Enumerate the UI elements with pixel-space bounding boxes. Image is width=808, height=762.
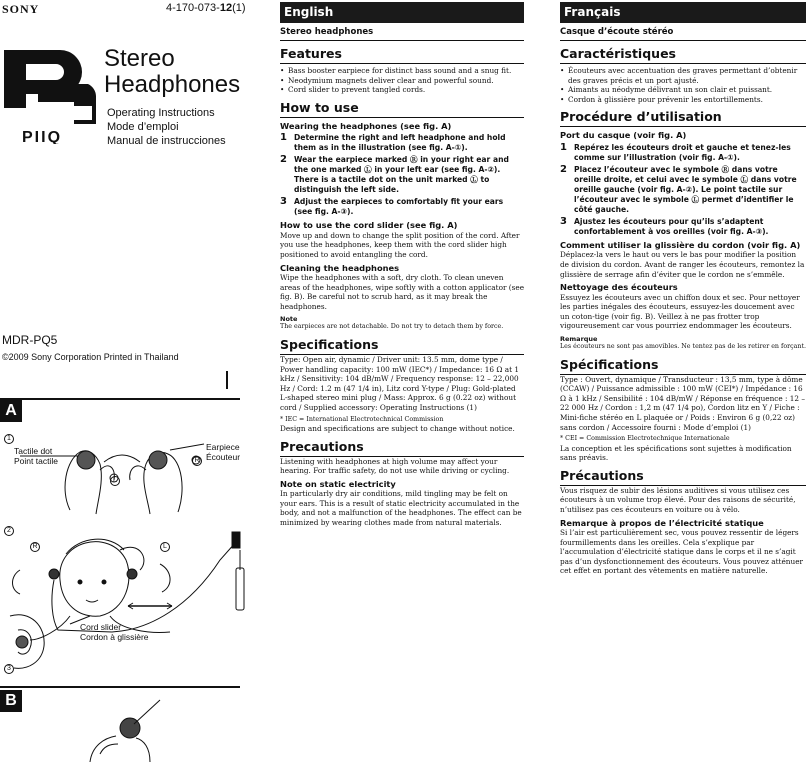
note-title: Remarque <box>560 335 598 344</box>
section-title-features: Caractéristiques <box>560 46 806 64</box>
footnote: * CEI = Commission Electrotechnique Internationale <box>560 435 730 443</box>
list-item: • Aimants au néodyme délivrant un son clair et puissant. <box>560 85 806 95</box>
cleaning-with-cotton-swab-illustration <box>0 698 200 762</box>
subsection-title: Remarque à propos de l’électricité statique <box>560 517 764 528</box>
model-number: MDR-PQ5 <box>2 333 58 347</box>
manual-titles: Operating Instructions Mode d’emploi Manual de instrucciones <box>107 107 226 147</box>
list-item: • Cordon à glissière pour prévenir les entortillements. <box>560 95 806 105</box>
list-item: 3 Ajustez les écouteurs pour qu’ils s’adaptent confortablement à vos oreilles (voir fig. A-③). <box>560 215 769 236</box>
left-mark: L <box>110 474 120 486</box>
figure-b-label: B <box>0 690 22 712</box>
right-mark: R <box>30 540 40 552</box>
subtitle: Stereo headphones <box>280 23 524 41</box>
paragraph: Wipe the headphones with a soft, dry cloth. To clean uneven areas of the headphones, wipe softly with a cotton applicator (see fig. B). Be careful not to scrub hard, as it may break the headphones. <box>280 273 525 311</box>
copyright-text: ©2009 Sony Corporation Printed in Thailand <box>2 352 179 362</box>
paragraph: Listening with headphones at high volume may affect your hearing. For traffic safety, do not use while driving or cycling. <box>280 456 510 476</box>
subtitle: Casque d’écoute stéréo <box>560 23 806 41</box>
list-item: • Écouteurs avec accentuation des graves permettant d’obtenir des graves précis et un port ajusté. <box>560 66 806 85</box>
subsection-title: Cleaning the headphones <box>280 262 400 273</box>
tactile-dot-label: Tactile dot Point tactile <box>14 446 58 466</box>
svg-text:PIIQ: PIIQ <box>22 129 63 144</box>
note-text: The earpieces are not detachable. Do not try to detach them by force. <box>280 323 504 331</box>
list-item: • Cord slider to prevent tangled cords. <box>280 85 524 95</box>
left-mark: L <box>160 540 170 552</box>
paragraph: Type: Open air, dynamic / Driver unit: 13.5 mm, dome type / Power handling capacity: 100 mW (IEC*) / Impedance: 16 Ω at 1 kHz / Sensitivity: 104 dB/mW / Frequency response: 12 – 22,000 Hz / Cord: 1.2 m (47 1/4 in), Litz cord Y-type / Plug: Gold-plated L-shaped stereo mini plug / Mass: Approx. 6 g (0.22 oz) without cord / Supplied accessory: Operating Instructions (1) <box>280 354 519 412</box>
english-column <box>280 2 524 528</box>
language-header: Français <box>560 2 806 23</box>
footnote: * IEC = International Electrotechnical Commission <box>280 415 444 423</box>
list-item: • Neodymium magnets deliver clear and powerful sound. <box>280 76 524 86</box>
divider <box>0 398 240 400</box>
right-mark: R <box>192 454 202 466</box>
paragraph: Vous risquez de subir des lésions auditives si vous utilisez ces écouteurs à un volume trop élevé. Pour des raisons de sécurité, n’utilisez pas ces écouteurs en voiture ou à vélo. <box>560 485 796 514</box>
paragraph: Type : Ouvert, dynamique / Transducteur : 13,5 mm, type à dôme (CCAW) / Puissance admissible : 100 mW (CEI*) / Impédance : 16 Ω à 1 kHz / Sensibilité : 104 dB/mW / Réponse en fréquence : 12 – 22 000 Hz / Cordon : 1,2 m (47 1/4 po), Cordon litz en Y / Fiche : Mini-fiche stéréo en L plaquée or / Poids : Environ 6 g (0,22 oz) sans cordon / Accessoire fourni : Mode d’emploi (1) <box>560 374 806 432</box>
part-number: 4-170-073-12(1) <box>166 2 246 14</box>
sony-logo: SONY <box>2 2 40 16</box>
paragraph: La conception et les spécifications sont sujettes à modification sans préavis. <box>560 443 792 463</box>
list-item: 1 Determine the right and left headphone and hold them as in the illustration (see fig. A-①). <box>280 132 506 153</box>
list-item: • Bass booster earpiece for distinct bass sound and a snug fit. <box>280 66 524 76</box>
wearing-steps <box>280 133 524 217</box>
paragraph: Design and specifications are subject to change without notice. <box>280 424 515 433</box>
subsection-title: Note on static electricity <box>280 478 396 489</box>
section-title-how-to-use: How to use <box>280 100 524 118</box>
cord-slider-label: Cord slider Cordon à glissière <box>80 622 149 642</box>
paragraph: Essuyez les écouteurs avec un chiffon doux et sec. Pour nettoyer les parties inégales des écouteurs, essuyez-les doucement avec un coton-tige (voir fig. B). Veillez à ne pas frotter trop vigoureusement car vous pourriez endommager les écouteurs. <box>560 292 800 331</box>
subsection-title: Port du casque (voir fig. A) <box>560 130 687 141</box>
note-title: Note <box>280 315 298 324</box>
subsection-title: Comment utiliser la glissière du cordon (voir fig. A) <box>560 239 801 250</box>
divider <box>0 686 240 688</box>
figure-step-2: 2 <box>4 524 14 536</box>
features-list <box>280 66 524 95</box>
language-header: English <box>280 2 524 23</box>
hands-holding-earpieces-illustration <box>0 430 240 520</box>
note-text: Les écouteurs ne sont pas amovibles. Ne tentez pas de les retirer en forçant. <box>560 343 806 351</box>
divider <box>226 371 228 389</box>
features-list <box>560 66 806 104</box>
figure-a-label: A <box>0 400 22 422</box>
paragraph: Si l’air est particulièrement sec, vous pouvez ressentir de légers fourmillements dans les oreilles. Cela s’explique par l’accumulation d’électricité statique dans le corps et il ne s’agit pas d’un dysfonctionnement des écouteurs. Vous pouvez atténuer cet effet en portant des vêtements en matière naturelle. <box>560 528 804 576</box>
paragraph: In particularly dry air conditions, mild tingling may be felt on your ears. This is a result of static electricity accumulated in the body, and not a malfunction of the headphones. The effect can be minimized by wearing clothes made from natural materials. <box>280 489 522 528</box>
section-title-how-to-use: Procédure d’utilisation <box>560 109 806 127</box>
cover-column <box>0 0 262 762</box>
figure-step-3: 3 <box>4 662 14 674</box>
list-item: 1 Repérez les écouteurs droit et gauche et tenez-les comme sur l’illustration (voir fig. A-①). <box>560 141 791 162</box>
product-title: Stereo Headphones <box>104 45 241 98</box>
piiq-logo-icon <box>0 46 100 144</box>
section-title-features: Features <box>280 46 524 64</box>
wearing-steps <box>560 143 806 237</box>
subsection-title: How to use the cord slider (see fig. A) <box>280 220 458 231</box>
section-title-specifications: Specifications <box>280 337 524 355</box>
section-title-specifications: Spécifications <box>560 357 806 375</box>
list-item: 3 Adjust the earpieces to comfortably fit your ears (see fig. A-③). <box>280 196 504 217</box>
list-item: 2 Wear the earpiece marked Ⓡ in your right ear and the one marked Ⓛ in your left ear (see fig. A-②). There is a tactile dot on the unit marked Ⓛ to distinguish the left side. <box>280 154 509 195</box>
subsection-title: Nettoyage des écouteurs <box>560 282 678 293</box>
section-title-precautions: Précautions <box>560 468 806 486</box>
subsection-title: Wearing the headphones (see fig. A) <box>280 120 452 131</box>
section-title-precautions: Precautions <box>280 439 524 457</box>
paragraph: Move up and down to change the split position of the cord. After you use the headphones, keep them with the cord slider high positioned to avoid entangling the cord. <box>280 230 520 259</box>
paragraph: Déplacez-la vers le haut ou vers le bas pour modifier la position de division du cordon. Avant de ranger les écouteurs, remontez la glissière de serrage afin d’éviter que le cordon ne s’emmêle. <box>560 250 805 279</box>
list-item: 2 Placez l’écouteur avec le symbole Ⓡ dans votre oreille droite, et celui avec le symbole Ⓛ dans votre oreille gauche (voir fig. A-②). Le point tactile sur l’écouteur avec le symbole Ⓛ permet d’identifier le côté gauche. <box>560 163 797 214</box>
figure-step-1: 1 <box>4 432 14 444</box>
earpiece-label: Earpiece Écouteur <box>206 442 241 462</box>
french-column <box>560 2 806 576</box>
